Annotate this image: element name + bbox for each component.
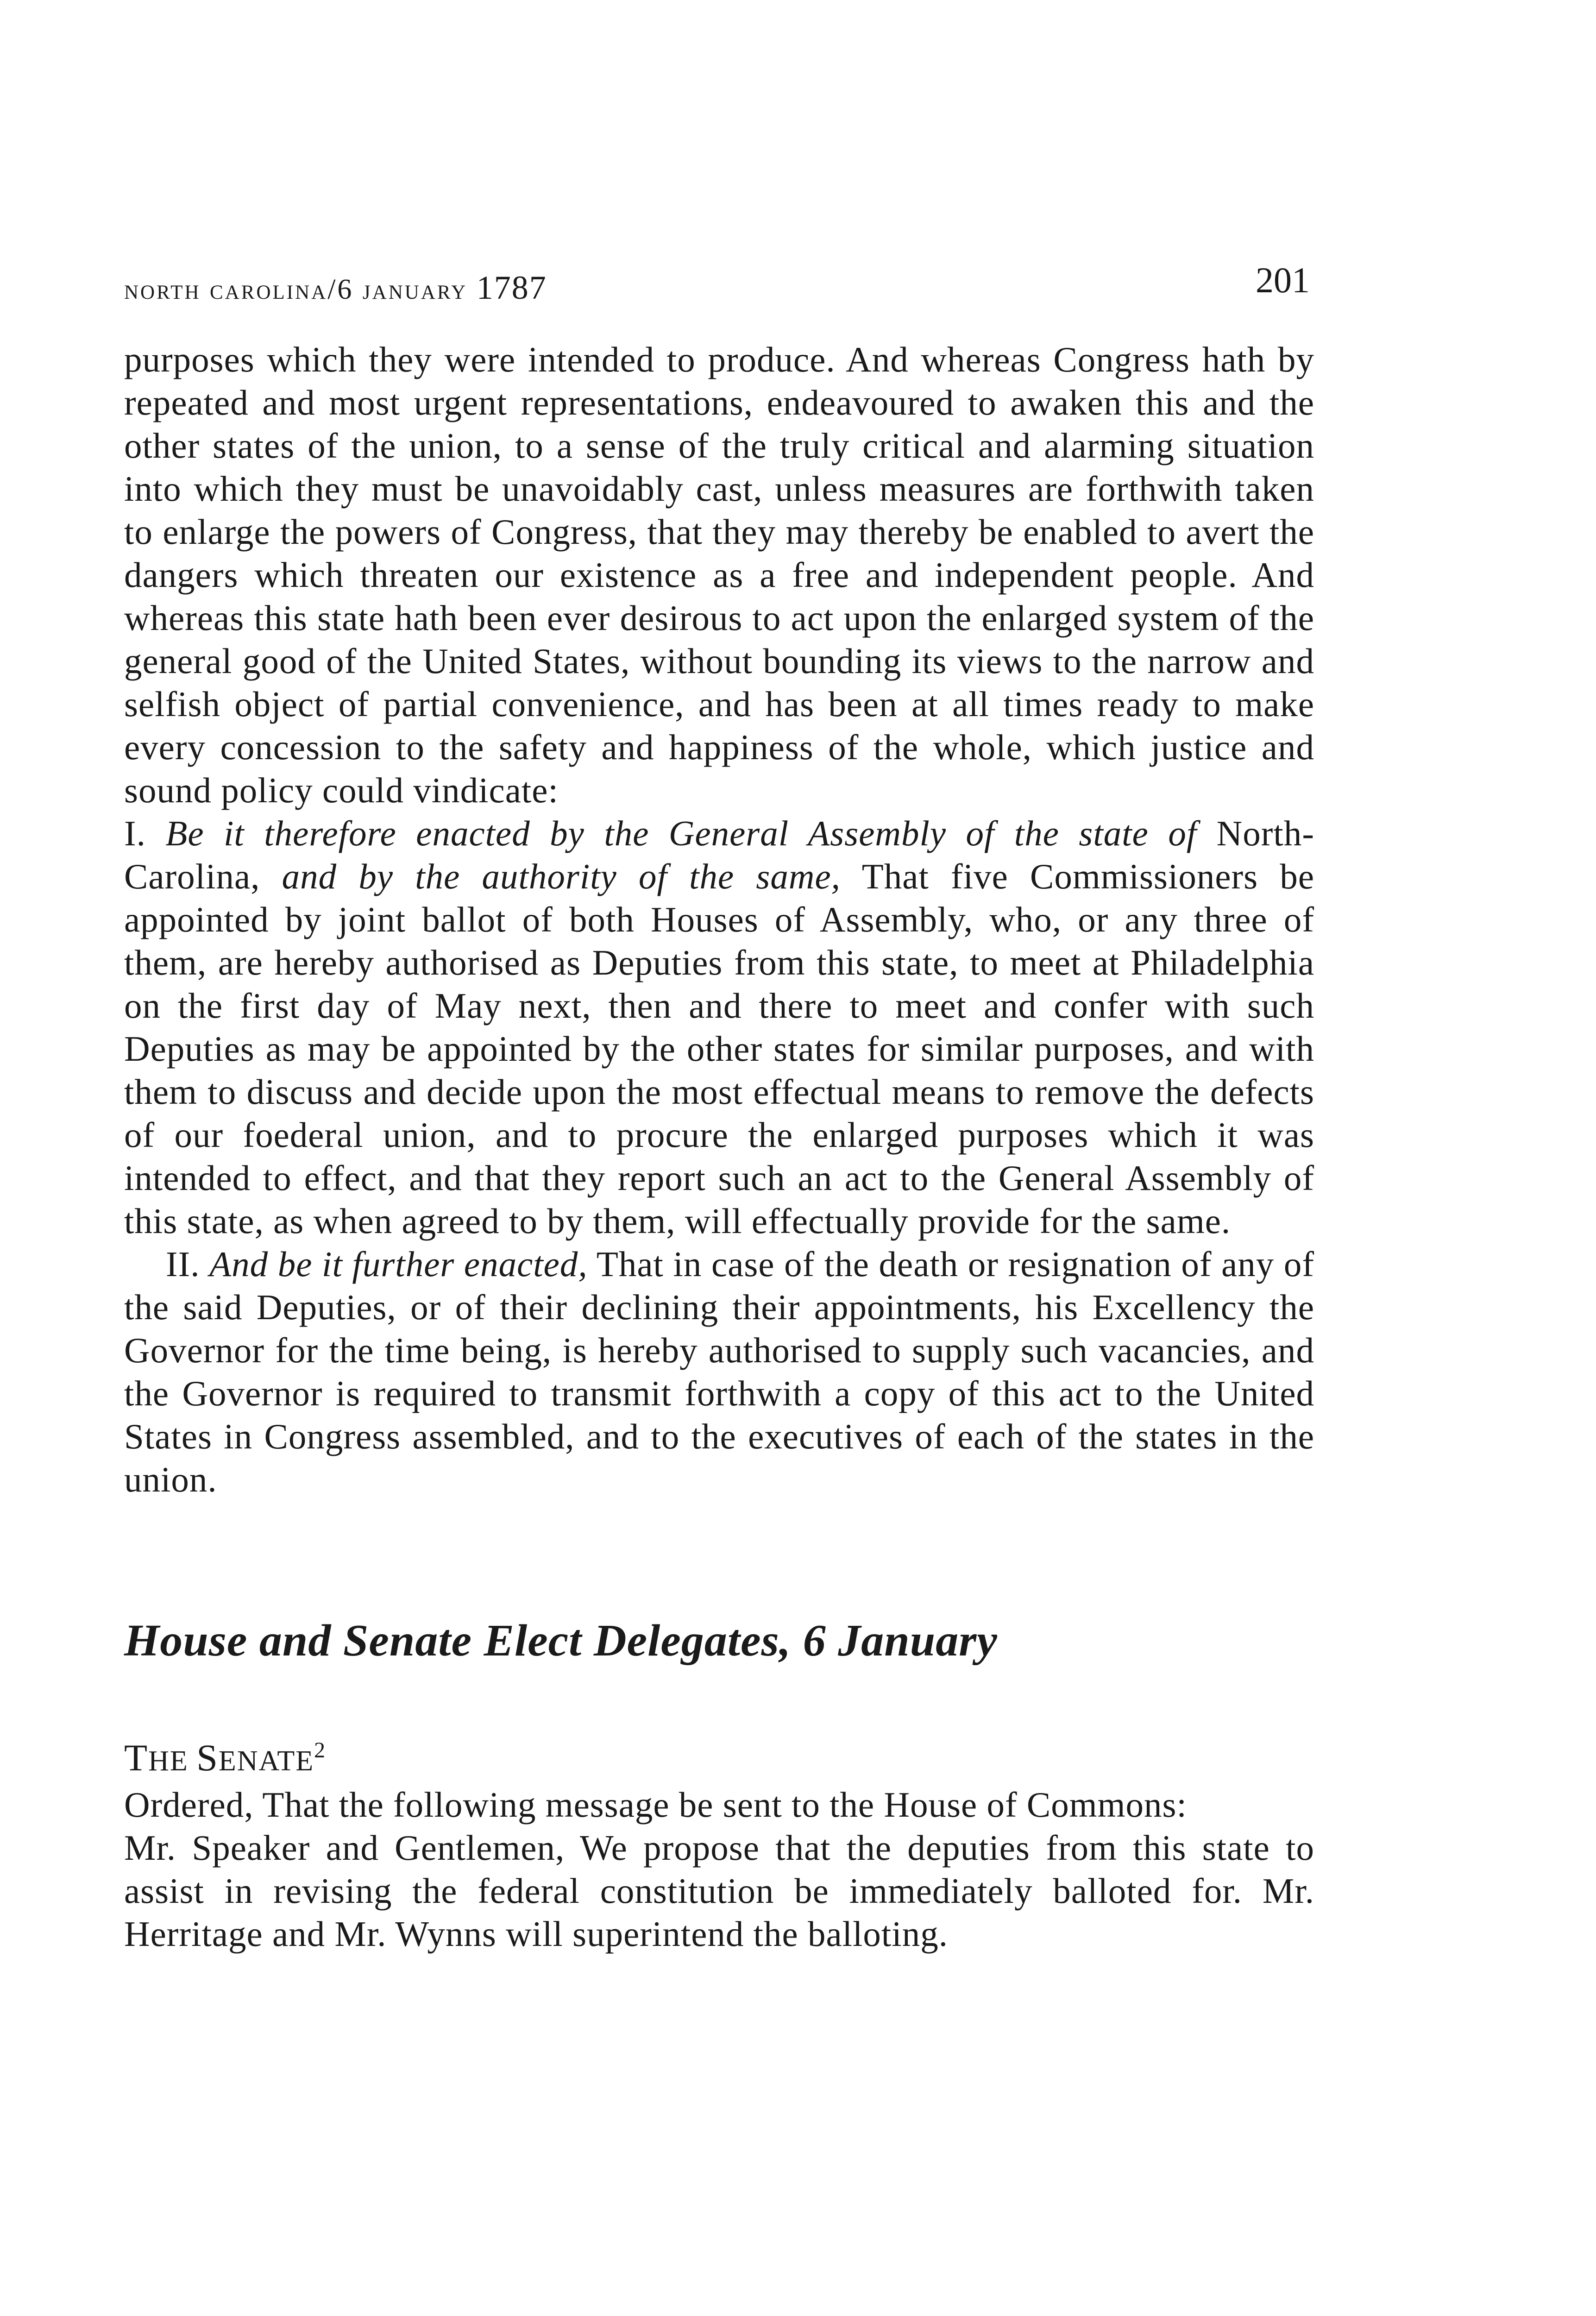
act-text [124, 338, 1314, 1501]
senate-text [124, 1783, 1314, 1956]
section-1-enacting-clause: Be it therefore enacted by the General Assembly of the state of [165, 813, 1197, 853]
section-1-state-name: North-Carolina, [124, 813, 1314, 896]
running-head-place: north carolina [124, 274, 328, 305]
subhead-initial-1: T [124, 1737, 149, 1779]
senate-order: Ordered, That the following message be sent to the House of Commons: [124, 1785, 1187, 1825]
section-2-body: That in case of the death or resignation of any of the said Deputies, or of their declining their appointments, his Excellency the Governor for the time being, is hereby authorised to supply such vacancies, and the Governor is required to transmit forthwith a copy of this act to the United States in Congress assembled, and to the executives of each of the states in the union. [124, 1244, 1315, 1499]
section-2-number: II. [166, 1244, 210, 1284]
page-number: 201 [1256, 260, 1310, 300]
footnote-marker[interactable]: 2 [314, 1738, 327, 1762]
senate-message: Mr. Speaker and Gentlemen, We propose that the deputies from this state to assist in revising the federal constitution be immediately balloted for. Mr. Herritage and Mr. Wynns will superintend the balloting. [124, 1828, 1314, 1954]
senate-subheading [124, 1736, 1314, 1780]
running-head [124, 259, 1314, 310]
subhead-rest-2: ENATE [218, 1745, 314, 1777]
running-head-month: january [362, 274, 468, 305]
section-heading: House and Senate Elect Delegates, 6 January [124, 1616, 998, 1666]
act-section-2 [124, 1243, 1314, 1501]
section-1-authority-clause: and by the authority of the same, [282, 856, 841, 896]
running-head-year: 1787 [476, 269, 547, 306]
running-head-separator: /6 [327, 274, 363, 305]
section-1-body: That five Commissioners be appointed by joint ballot of both Houses of Assembly, who, or any three of them, are hereby authorised as Deputies from this state, to meet at Philadelphia on the first day of May next, then and there to meet and confer with such Deputies as may be appointed by the other states for similar purposes, and with them to discuss and decide upon the most effectual means to remove the defects of our foederal union, and to procure the enlarged purposes which it was intended to effect, and that they report such an act to the General Assembly of this state, as when agreed to by them, will effectually provide for the same. [124, 856, 1315, 1241]
section-2-enacting-clause: And be it further enacted, [209, 1244, 588, 1284]
section-1-number: I. [124, 813, 166, 853]
document-page [124, 259, 1314, 1956]
subhead-rest-1: HE [148, 1745, 197, 1777]
running-head-title [124, 269, 547, 307]
act-section-1 [124, 812, 1314, 1243]
act-preamble: purposes which they were intended to produce. And whereas Congress hath by repeated and most urgent representations, endeavoured to awaken this and the other states of the union, to a sense of the truly critical and alarming situation into which they must be unavoidably cast, unless measures are forthwith taken to enlarge the powers of Congress, that they may thereby be enabled to avert the dangers which threaten our existence as a free and independent people. And whereas this state hath been ever desirous to act upon the enlarged system of the general good of the United States, without bounding its views to the narrow and selfish object of partial convenience, and has been at all times ready to make every concession to the safety and happiness of the whole, which justice and sound policy could vindicate: [124, 340, 1314, 810]
subhead-initial-2: S [196, 1737, 219, 1779]
